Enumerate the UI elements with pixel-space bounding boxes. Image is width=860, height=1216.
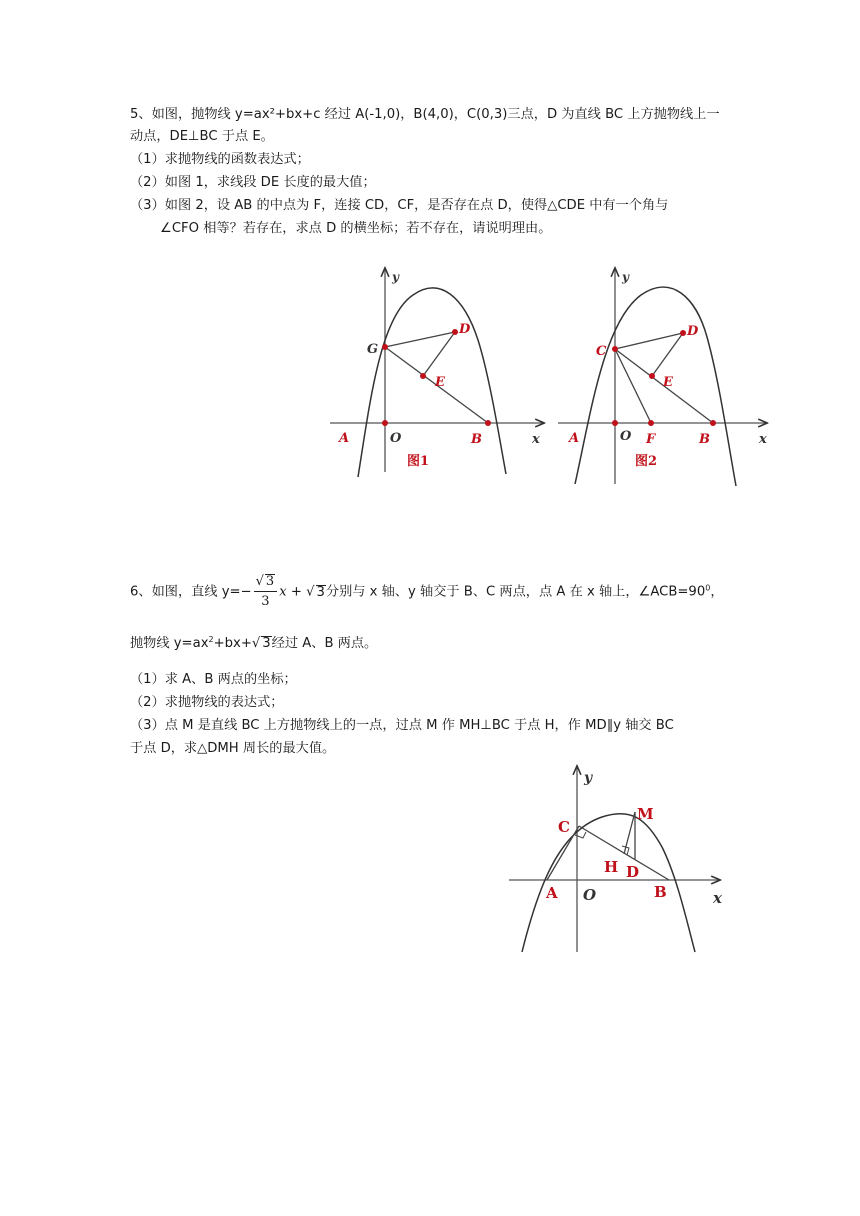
label-c: C — [558, 818, 570, 836]
p5-question3-line1: （3）如图 2，设 AB 的中点为 F，连接 CD，CF，是否存在点 D，使得△CDE 中有一个角与 — [130, 198, 669, 213]
point-g — [382, 344, 388, 350]
p6-question3-line1: （3）点 M 是直线 BC 上方抛物线上的一点，过点 M 作 MH⊥BC 于点 H，作 MD∥y 轴交 BC — [130, 718, 674, 733]
label-h: H — [604, 858, 619, 876]
segment-cf — [615, 349, 651, 423]
label-d: D — [459, 322, 471, 337]
caption-fig1: 图1 — [407, 454, 430, 469]
figure-2 — [556, 262, 781, 487]
label-a: A — [339, 431, 350, 446]
label-x: x — [532, 432, 540, 447]
label-c: C — [596, 344, 607, 359]
point-b — [710, 420, 716, 426]
caption-fig2: 图2 — [635, 454, 658, 469]
p6-text-line2: 抛物线 $y=ax^2+bx+√$ 3经过 A、B 两点。 — [130, 635, 378, 651]
label-x: x — [759, 432, 767, 447]
label-m: M — [637, 805, 654, 823]
label-y: y — [392, 270, 399, 284]
p5-question1: （1）求抛物线的函数表达式； — [130, 152, 310, 167]
label-e: E — [663, 375, 673, 390]
point-e — [420, 373, 426, 379]
p6-question1: （1）求 A、B 两点的坐标； — [130, 672, 297, 687]
label-o: O — [620, 429, 632, 444]
label-e: E — [435, 375, 445, 390]
figure-1 — [328, 262, 553, 477]
point-e — [649, 373, 655, 379]
label-d: D — [687, 324, 699, 339]
p6-line1-end: 分别与 x 轴、y 轴交于 B、C 两点，点 A 在 x 轴上，∠ACB=90 — [325, 584, 706, 600]
p6-question2: （2）求抛物线的表达式； — [130, 695, 284, 710]
p6-text-line1: 6、如图，直线 y=− $\frac{√ 3}{3}$ x + √ 3分别与 x 轴、y 轴交于 B、C 两点，点 A 在 x 轴上，$\angle ACB=90^0$， — [130, 574, 724, 609]
label-a: A — [546, 884, 558, 902]
label-b: B — [471, 432, 482, 447]
parabola — [522, 814, 695, 952]
degree-superscript: 0 — [705, 583, 711, 593]
p6-line1-start: 6、如图，直线 y=− — [130, 584, 252, 600]
p5-question3-line2: ∠CFO 相等？若存在，求点 D 的横坐标；若不存在，请说明理由。 — [160, 221, 552, 236]
p5-question2: （2）如图 1，求线段 DE 长度的最大值； — [130, 175, 376, 190]
p5-text-line2: 动点，DE⊥BC 于点 E。 — [130, 129, 274, 144]
label-y: y — [622, 270, 629, 284]
p5-text-line1: 5、如图，抛物线 y=ax²+bx+c 经过 A(-1,0)，B(4,0)，C(0,3)三点，D 为直线 BC 上方抛物线上一 — [130, 107, 720, 122]
var-x: x — [279, 584, 287, 600]
label-x: x — [713, 889, 722, 907]
point-o — [612, 420, 618, 426]
label-d: D — [626, 863, 640, 881]
segment-gd — [385, 332, 455, 347]
label-o: O — [583, 886, 597, 904]
p6-question3-line2: 于点 D，求△DMH 周长的最大值。 — [130, 741, 336, 756]
label-b: B — [654, 883, 667, 901]
label-g: G — [367, 342, 379, 357]
label-a: A — [569, 431, 580, 446]
label-b: B — [699, 432, 710, 447]
label-y: y — [584, 770, 593, 786]
point-c — [612, 346, 618, 352]
label-o: O — [390, 431, 402, 446]
point-b — [485, 420, 491, 426]
figure-3 — [507, 762, 737, 957]
point-f — [648, 420, 654, 426]
label-f: F — [646, 432, 656, 447]
segment-de — [423, 332, 455, 376]
fraction-sqrt3-over-3: $\frac{√ 3}{3}$ — [254, 573, 278, 610]
point-d — [680, 330, 686, 336]
point-o — [382, 420, 388, 426]
sqrt3-term: 3 — [316, 584, 325, 600]
point-d — [452, 329, 458, 335]
